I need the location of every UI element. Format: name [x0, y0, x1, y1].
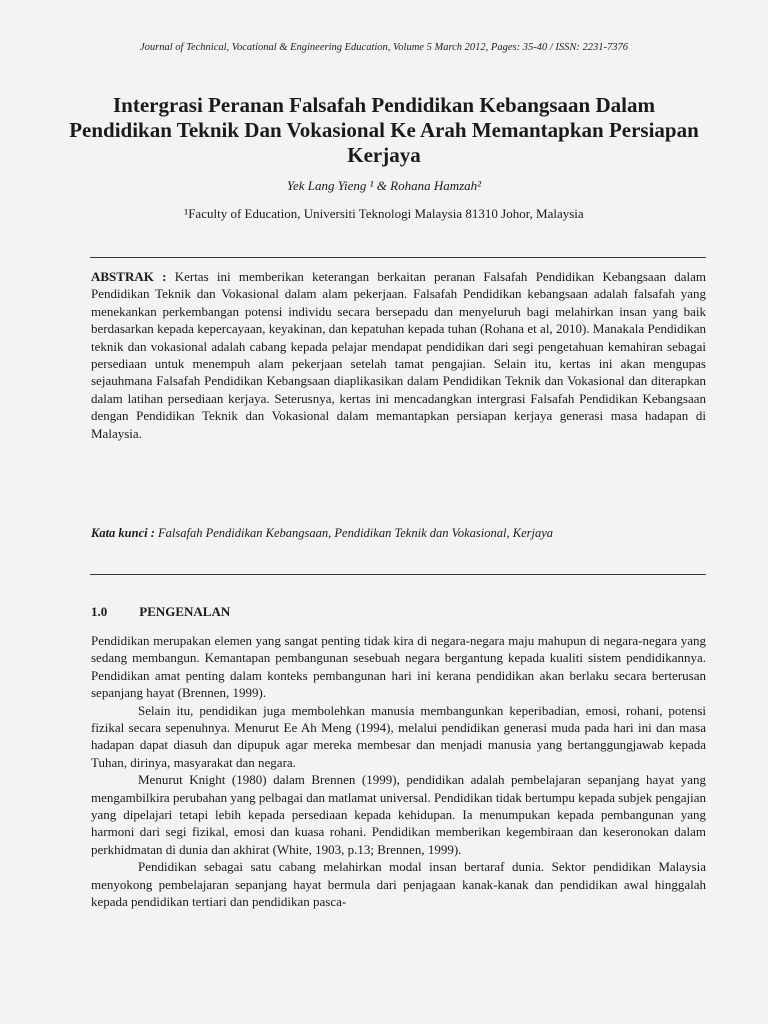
section-heading [91, 604, 230, 620]
abstract-label: ABSTRAK : [91, 269, 167, 284]
affiliation: ¹Faculty of Education, Universiti Teknologi Malaysia 81310 Johor, Malaysia [184, 206, 584, 221]
paragraph: Menurut Knight (1980) dalam Brennen (1999), pendidikan adalah pembelajaran sepanjang hayat yang mengambilkira perubahan yang pelbagai dan matlamat universal. Pendidikan tidak bertumpu kepada subjek pengajian yang dipelajari tetapi lebih kepada persediaan kepada kehidupan. Ia menumpukan kepada pembangunan yang harmoni dari segi fizikal, emosi dan kuasa rohani. Pendidikan memberikan kegembiraan dan keseronokan dalam perkhidmatan di dunia dan akhirat (White, 1903, p.13; Brennen, 1999). [91, 772, 706, 857]
divider-bottom [90, 574, 706, 575]
paper-title: Intergrasi Peranan Falsafah Pendidikan Kebangsaan Dalam Pendidikan Teknik Dan Vokasional Ke Arah Memantapkan Persiapan Kerjaya [69, 93, 699, 167]
keywords-text: Falsafah Pendidikan Kebangsaan, Pendidikan Teknik dan Vokasional, Kerjaya [158, 526, 554, 540]
section-number: 1.0 [91, 604, 108, 619]
section-title: PENGENALAN [139, 604, 231, 619]
divider-top [90, 257, 706, 258]
journal-header: Journal of Technical, Vocational & Engineering Education, Volume 5 March 2012, Pages: 35-40 / ISSN: 2231-7376 [140, 42, 628, 53]
abstract-text: Kertas ini memberikan keterangan berkaitan peranan Falsafah Pendidikan Kebangsaan dalam Pendidikan Teknik dan Vokasional dalam alam pekerjaan. Falsafah Pendidikan kebangsaan adalah falsafah yang menekankan perkembangan potensi individu secara bersepadu dan menyeluruh bagi melahirkan insan yang baik berdasarkan kepada kepercayaan, keyakinan, dan kepatuhan kepada tuhan (Rohana et al, 2010). Manakala Pendidikan teknik dan vokasional adalah cabang kepada pelajar mendapat pendidikan dari segi pengetahuan kemahiran sebagai persediaan untuk menempuh alam pekerjaan setelah tamat pengajian. Selain itu, kertas ini akan mengupas sejauhmana Falsafah Pendidikan Kebangsaan diaplikasikan dalam Pendidikan Teknik dan Vokasional dan diterapkan dalam latihan persediaan kerjaya. Seterusnya, kertas ini mencadangkan intergrasi Falsafah Pendidikan Kebangsaan dengan Pendidikan Teknik dan Vokasional dalam memantapkan persiapan kerjaya generasi masa hadapan di Malaysia. [91, 269, 706, 441]
keywords-label: Kata kunci : [91, 526, 155, 540]
abstract [91, 268, 706, 442]
paragraph: Selain itu, pendidikan juga membolehkan manusia membangunkan keperibadian, emosi, rohani, potensi fizikal secara sepenuhnya. Menurut Ee Ah Meng (1994), melalui pendidikan generasi muda pada hari ini dan masa hadapan dapat diasuh dan dipupuk agar mereka membesar dan menjadi manusia yang bertanggungjawab kepada Tuhan, dirinya, masyarakat dan negara. [91, 702, 706, 770]
paragraph: Pendidikan sebagai satu cabang melahirkan modal insan bertaraf dunia. Sektor pendidikan Malaysia menyokong pembelajaran sepanjang hayat bermula dari penjagaan kanak-kanak dan pendidikan awal hinggalah kepada pendidikan tertiari dan pendidikan pasca- [91, 859, 706, 910]
paragraph: Pendidikan merupakan elemen yang sangat penting tidak kira di negara-negara maju mahupun di negara-negara yang sedang membangun. Kemantapan pembangunan sesebuah negara bergantung kepada kualiti sistem pendidikannya. Pendidikan amat penting dalam konteks pembangunan hari ini kerana pendidikan akan berlaku secara berterusan sepanjang hayat (Brennen, 1999). [91, 633, 706, 701]
author-list: Yek Lang Yieng ¹ & Rohana Hamzah² [286, 178, 482, 193]
body-text [91, 632, 706, 911]
keywords [91, 526, 706, 541]
